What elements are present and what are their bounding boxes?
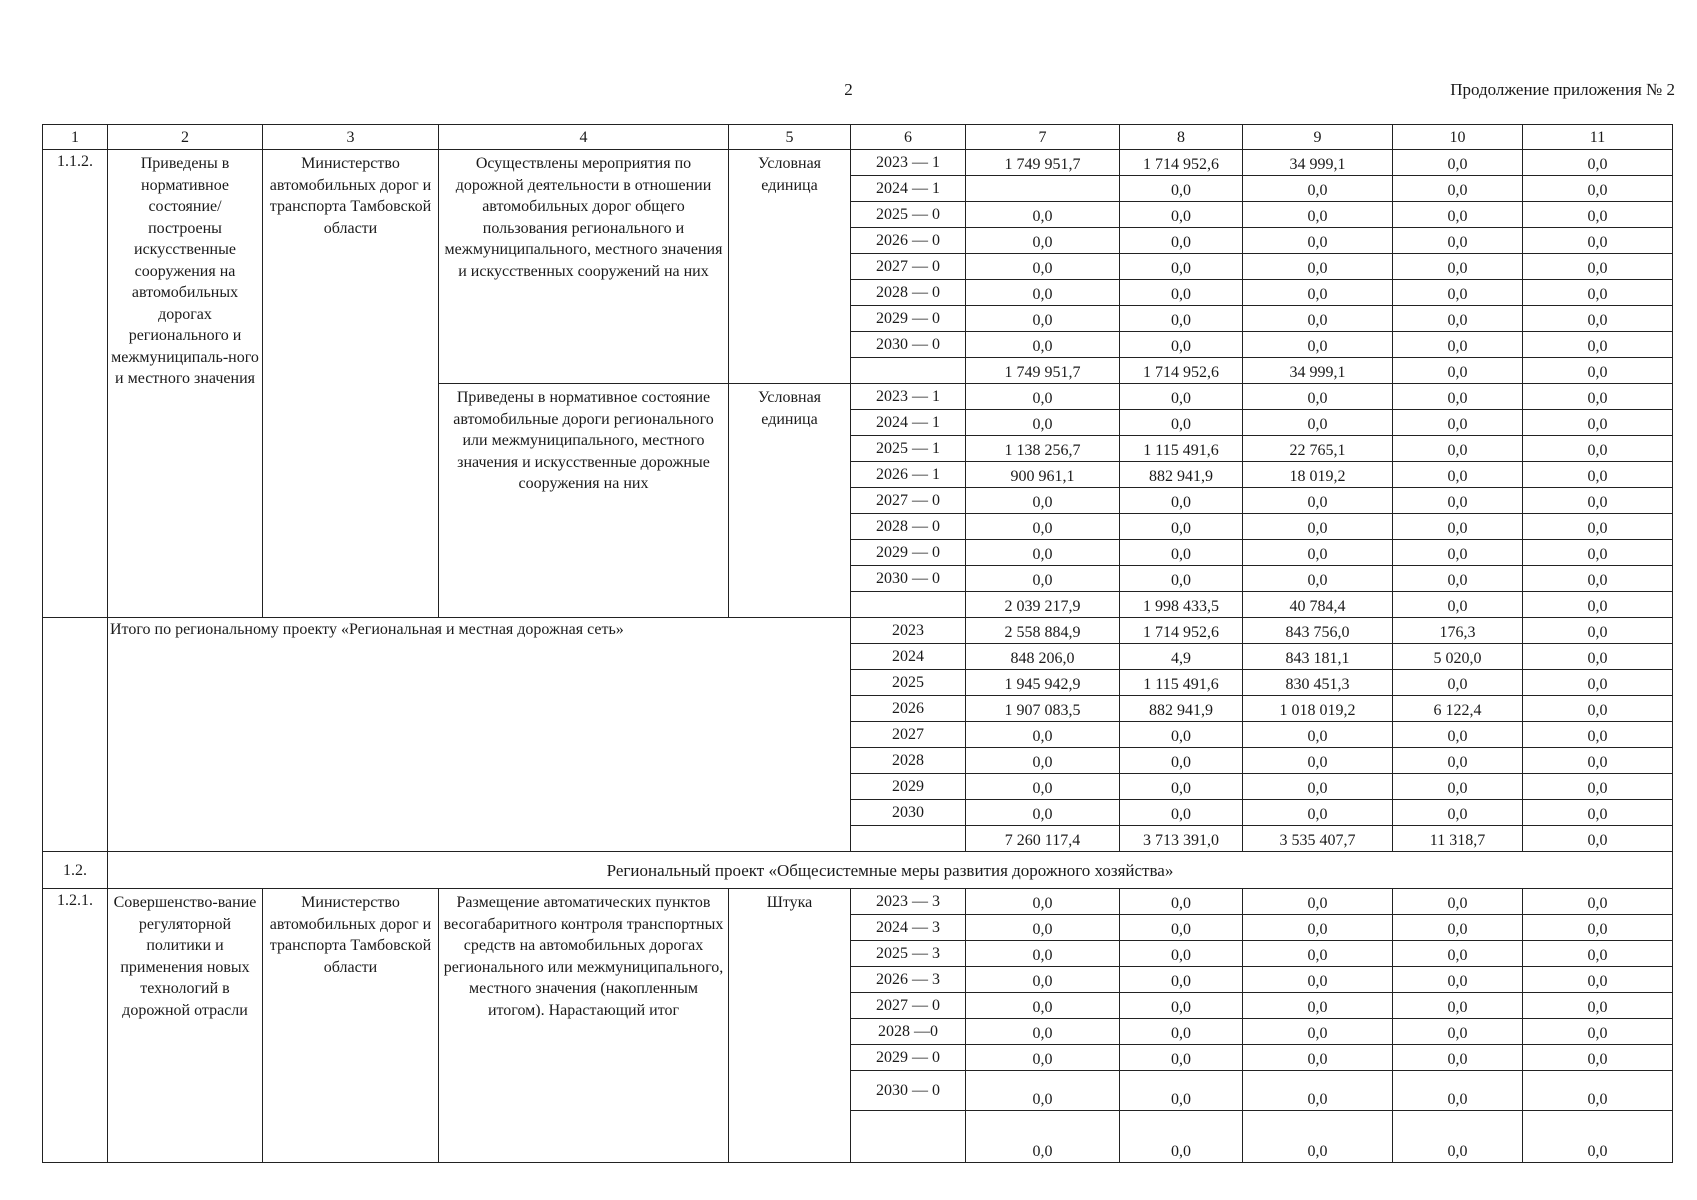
value-cell-c10: 0,0: [1393, 993, 1523, 1019]
value-cell-c10: 0,0: [1393, 410, 1523, 436]
value-cell-c9: 0,0: [1243, 800, 1393, 826]
value-cell-c8: 1 115 491,6: [1120, 670, 1243, 696]
value-cell-c8: 1 115 491,6: [1120, 436, 1243, 462]
value-cell-c11: 0,0: [1523, 384, 1673, 410]
value-cell-c11: 0,0: [1523, 176, 1673, 202]
value-cell-c11: 0,0: [1523, 1071, 1673, 1111]
column-number-row: [43, 125, 1673, 150]
value-cell-c10: 176,3: [1393, 618, 1523, 644]
value-cell-c7: 1 138 256,7: [966, 436, 1120, 462]
value-cell-c11: 0,0: [1523, 696, 1673, 722]
value-cell-c8: 0,0: [1120, 967, 1243, 993]
value-cell-c10: 0,0: [1393, 280, 1523, 306]
value-cell-c7: 0,0: [966, 540, 1120, 566]
event-name-cell: Приведены в нормативное состояние/ построены искусственные сооружения на автомобильных дорогах регионального и межмуниципаль-ного и местного значения: [108, 150, 263, 618]
value-cell-c10: 11 318,7: [1393, 826, 1523, 852]
value-cell-c10: 0,0: [1393, 202, 1523, 228]
year-cell: 2023 — 1: [851, 150, 966, 176]
year-cell: 2025 — 1: [851, 436, 966, 462]
value-cell-c8: 1 714 952,6: [1120, 150, 1243, 176]
value-cell-c8: 0,0: [1120, 1045, 1243, 1071]
indicator-name-cell: Осуществлены мероприятия по дорожной деятельности в отношении автомобильных дорог общего пользования регионального и межмуниципального, местного значения и искусственных сооружений на них: [439, 150, 729, 384]
value-cell-c10: 0,0: [1393, 566, 1523, 592]
year-cell: 2026 — 3: [851, 967, 966, 993]
value-cell-c11: 0,0: [1523, 254, 1673, 280]
value-cell-c7: 0,0: [966, 993, 1120, 1019]
value-cell-c9: 0,0: [1243, 332, 1393, 358]
value-cell-c9: 0,0: [1243, 384, 1393, 410]
value-cell-c8: 0,0: [1120, 800, 1243, 826]
value-cell-c9: 0,0: [1243, 1019, 1393, 1045]
value-cell-c9: 0,0: [1243, 967, 1393, 993]
responsible-cell: Министерство автомобильных дорог и транспорта Тамбовской области: [263, 889, 439, 1163]
value-cell-c11: 0,0: [1523, 566, 1673, 592]
value-cell-c8: 0,0: [1120, 993, 1243, 1019]
column-number: 3: [263, 125, 439, 150]
value-cell-c11: 0,0: [1523, 670, 1673, 696]
year-cell: 2023 — 1: [851, 384, 966, 410]
value-cell-c9: 0,0: [1243, 915, 1393, 941]
value-cell-c8: 0,0: [1120, 280, 1243, 306]
value-cell-c11: 0,0: [1523, 436, 1673, 462]
column-number: 9: [1243, 125, 1393, 150]
year-cell: 2029 — 0: [851, 1045, 966, 1071]
column-number: 7: [966, 125, 1120, 150]
year-cell: [851, 826, 966, 852]
value-cell-c10: 6 122,4: [1393, 696, 1523, 722]
value-cell-c9: 0,0: [1243, 176, 1393, 202]
value-cell-c9: 0,0: [1243, 941, 1393, 967]
value-cell-c7: 0,0: [966, 800, 1120, 826]
value-cell-c7: 0,0: [966, 748, 1120, 774]
value-cell-c10: 0,0: [1393, 967, 1523, 993]
value-cell-c11: 0,0: [1523, 748, 1673, 774]
indicator-name-cell: Размещение автоматических пунктов весогабаритного контроля транспортных средств на автомобильных дорогах регионального или межмуниципального, местного значения (накопленным итогом). Нарастающий итог: [439, 889, 729, 1163]
value-cell-c11: 0,0: [1523, 722, 1673, 748]
column-number: 6: [851, 125, 966, 150]
year-cell: 2027 — 0: [851, 254, 966, 280]
value-cell-c7: [966, 176, 1120, 202]
value-cell-c10: 0,0: [1393, 514, 1523, 540]
value-cell-c7: 0,0: [966, 889, 1120, 915]
value-cell-c11: 0,0: [1523, 358, 1673, 384]
value-cell-c10: 0,0: [1393, 384, 1523, 410]
year-cell: 2026 — 0: [851, 228, 966, 254]
value-cell-c9: 843 181,1: [1243, 644, 1393, 670]
value-cell-c8: 882 941,9: [1120, 462, 1243, 488]
value-cell-c7: 0,0: [966, 306, 1120, 332]
year-cell: [851, 1111, 966, 1163]
value-cell-c9: 0,0: [1243, 254, 1393, 280]
value-cell-c9: 0,0: [1243, 540, 1393, 566]
value-cell-c7: 0,0: [966, 280, 1120, 306]
value-cell-c11: 0,0: [1523, 150, 1673, 176]
value-cell-c9: 18 019,2: [1243, 462, 1393, 488]
value-cell-c9: 1 018 019,2: [1243, 696, 1393, 722]
value-cell-c8: 1 714 952,6: [1120, 358, 1243, 384]
value-cell-c7: 0,0: [966, 967, 1120, 993]
value-cell-c8: 0,0: [1120, 748, 1243, 774]
value-cell-c10: 0,0: [1393, 889, 1523, 915]
value-cell-c9: 40 784,4: [1243, 592, 1393, 618]
value-cell-c10: 0,0: [1393, 332, 1523, 358]
value-cell-c10: 5 020,0: [1393, 644, 1523, 670]
value-cell-c10: 0,0: [1393, 150, 1523, 176]
event-name-cell: Совершенство-вание регуляторной политики и применения новых технологий в дорожной отрасли: [108, 889, 263, 1163]
page-number: 2: [844, 80, 853, 99]
value-cell-c8: 0,0: [1120, 1071, 1243, 1111]
value-cell-c8: 0,0: [1120, 941, 1243, 967]
value-cell-c7: 848 206,0: [966, 644, 1120, 670]
value-cell-c9: 0,0: [1243, 566, 1393, 592]
year-cell: 2024: [851, 644, 966, 670]
value-cell-c10: 0,0: [1393, 592, 1523, 618]
section-id-cell: 1.2.: [43, 852, 108, 889]
year-cell: 2023: [851, 618, 966, 644]
value-cell-c7: 0,0: [966, 941, 1120, 967]
value-cell-c10: 0,0: [1393, 358, 1523, 384]
column-number: 5: [729, 125, 851, 150]
value-cell-c8: 0,0: [1120, 306, 1243, 332]
value-cell-c7: 1 749 951,7: [966, 150, 1120, 176]
value-cell-c11: 0,0: [1523, 462, 1673, 488]
year-cell: 2027 — 0: [851, 488, 966, 514]
value-cell-c8: 0,0: [1120, 889, 1243, 915]
value-cell-c8: 0,0: [1120, 1019, 1243, 1045]
value-cell-c9: 34 999,1: [1243, 150, 1393, 176]
value-cell-c9: 0,0: [1243, 774, 1393, 800]
value-cell-c9: 0,0: [1243, 993, 1393, 1019]
year-cell: 2029 — 0: [851, 540, 966, 566]
value-cell-c8: 1 998 433,5: [1120, 592, 1243, 618]
year-cell: 2024 — 1: [851, 410, 966, 436]
value-cell-c10: 0,0: [1393, 1045, 1523, 1071]
value-cell-c7: 0,0: [966, 514, 1120, 540]
value-cell-c10: 0,0: [1393, 254, 1523, 280]
year-cell: 2028 — 0: [851, 514, 966, 540]
value-cell-c10: 0,0: [1393, 176, 1523, 202]
row-id-cell: 1.2.1.: [43, 889, 108, 1163]
value-cell-c7: 0,0: [966, 566, 1120, 592]
value-cell-c11: 0,0: [1523, 618, 1673, 644]
year-cell: [851, 358, 966, 384]
value-cell-c10: 0,0: [1393, 800, 1523, 826]
value-cell-c8: 882 941,9: [1120, 696, 1243, 722]
value-cell-c8: 0,0: [1120, 722, 1243, 748]
value-cell-c7: 0,0: [966, 254, 1120, 280]
year-cell: 2030 — 0: [851, 566, 966, 592]
value-cell-c9: 830 451,3: [1243, 670, 1393, 696]
value-cell-c11: 0,0: [1523, 202, 1673, 228]
value-cell-c7: 2 558 884,9: [966, 618, 1120, 644]
value-cell-c8: 0,0: [1120, 332, 1243, 358]
value-cell-c11: 0,0: [1523, 774, 1673, 800]
value-cell-c10: 0,0: [1393, 1111, 1523, 1163]
value-cell-c11: 0,0: [1523, 228, 1673, 254]
value-cell-c9: 0,0: [1243, 1111, 1393, 1163]
year-cell: 2025: [851, 670, 966, 696]
value-cell-c8: 4,9: [1120, 644, 1243, 670]
value-cell-c8: 0,0: [1120, 540, 1243, 566]
value-cell-c9: 0,0: [1243, 722, 1393, 748]
value-cell-c11: 0,0: [1523, 644, 1673, 670]
year-cell: 2029 — 0: [851, 306, 966, 332]
value-cell-c10: 0,0: [1393, 774, 1523, 800]
value-cell-c7: 0,0: [966, 1071, 1120, 1111]
value-cell-c10: 0,0: [1393, 941, 1523, 967]
appendix-table: [42, 124, 1673, 1163]
year-cell: 2028 — 0: [851, 280, 966, 306]
value-cell-c8: 0,0: [1120, 915, 1243, 941]
value-cell-c10: 0,0: [1393, 436, 1523, 462]
value-cell-c11: 0,0: [1523, 826, 1673, 852]
value-cell-c9: 34 999,1: [1243, 358, 1393, 384]
value-cell-c7: 7 260 117,4: [966, 826, 1120, 852]
column-number: 11: [1523, 125, 1673, 150]
value-cell-c8: 0,0: [1120, 774, 1243, 800]
value-cell-c11: 0,0: [1523, 592, 1673, 618]
value-cell-c7: 0,0: [966, 1045, 1120, 1071]
value-cell-c9: 0,0: [1243, 306, 1393, 332]
value-cell-c7: 0,0: [966, 202, 1120, 228]
value-cell-c8: 0,0: [1120, 410, 1243, 436]
value-cell-c10: 0,0: [1393, 228, 1523, 254]
column-number: 4: [439, 125, 729, 150]
unit-cell: Штука: [729, 889, 851, 1163]
value-cell-c11: 0,0: [1523, 540, 1673, 566]
value-cell-c7: 0,0: [966, 488, 1120, 514]
year-cell: 2030: [851, 800, 966, 826]
value-cell-c8: 1 714 952,6: [1120, 618, 1243, 644]
value-cell-c9: 22 765,1: [1243, 436, 1393, 462]
value-cell-c7: 0,0: [966, 384, 1120, 410]
table-row: [43, 889, 1673, 915]
value-cell-c11: 0,0: [1523, 332, 1673, 358]
total-id-cell: [43, 618, 108, 852]
year-cell: 2030 — 0: [851, 332, 966, 358]
year-cell: 2028 —0: [851, 1019, 966, 1045]
value-cell-c8: 0,0: [1120, 384, 1243, 410]
value-cell-c10: 0,0: [1393, 722, 1523, 748]
value-cell-c9: 0,0: [1243, 748, 1393, 774]
unit-cell: Условная единица: [729, 150, 851, 384]
year-cell: 2024 — 1: [851, 176, 966, 202]
section-row: [43, 852, 1673, 889]
value-cell-c11: 0,0: [1523, 967, 1673, 993]
value-cell-c7: 0,0: [966, 228, 1120, 254]
section-title-cell: Региональный проект «Общесистемные меры развития дорожного хозяйства»: [108, 852, 1673, 889]
value-cell-c9: 0,0: [1243, 280, 1393, 306]
year-cell: 2025 — 0: [851, 202, 966, 228]
year-cell: 2023 — 3: [851, 889, 966, 915]
value-cell-c9: 0,0: [1243, 1045, 1393, 1071]
value-cell-c9: 3 535 407,7: [1243, 826, 1393, 852]
value-cell-c9: 0,0: [1243, 202, 1393, 228]
value-cell-c7: 1 945 942,9: [966, 670, 1120, 696]
value-cell-c7: 0,0: [966, 1019, 1120, 1045]
value-cell-c10: 0,0: [1393, 670, 1523, 696]
table-body: [43, 125, 1673, 1163]
total-row: [43, 618, 1673, 644]
value-cell-c10: 0,0: [1393, 1071, 1523, 1111]
value-cell-c7: 0,0: [966, 722, 1120, 748]
value-cell-c9: 843 756,0: [1243, 618, 1393, 644]
value-cell-c8: 0,0: [1120, 566, 1243, 592]
value-cell-c7: 0,0: [966, 1111, 1120, 1163]
value-cell-c7: 1 907 083,5: [966, 696, 1120, 722]
value-cell-c11: 0,0: [1523, 915, 1673, 941]
value-cell-c9: 0,0: [1243, 889, 1393, 915]
value-cell-c10: 0,0: [1393, 306, 1523, 332]
year-cell: 2026 — 1: [851, 462, 966, 488]
year-cell: 2028: [851, 748, 966, 774]
value-cell-c8: 0,0: [1120, 514, 1243, 540]
value-cell-c7: 900 961,1: [966, 462, 1120, 488]
value-cell-c11: 0,0: [1523, 800, 1673, 826]
value-cell-c10: 0,0: [1393, 748, 1523, 774]
column-number: 1: [43, 125, 108, 150]
value-cell-c8: 0,0: [1120, 488, 1243, 514]
year-cell: 2024 — 3: [851, 915, 966, 941]
year-cell: [851, 592, 966, 618]
year-cell: 2030 — 0: [851, 1071, 966, 1111]
value-cell-c8: 0,0: [1120, 176, 1243, 202]
value-cell-c8: 0,0: [1120, 202, 1243, 228]
value-cell-c11: 0,0: [1523, 1111, 1673, 1163]
value-cell-c9: 0,0: [1243, 488, 1393, 514]
value-cell-c9: 0,0: [1243, 514, 1393, 540]
value-cell-c11: 0,0: [1523, 306, 1673, 332]
year-cell: 2027: [851, 722, 966, 748]
total-label-cell: Итого по региональному проекту «Региональная и местная дорожная сеть»: [108, 618, 851, 852]
column-number: 8: [1120, 125, 1243, 150]
value-cell-c11: 0,0: [1523, 889, 1673, 915]
value-cell-c11: 0,0: [1523, 1045, 1673, 1071]
table-row: [43, 150, 1673, 176]
indicator-name-cell: Приведены в нормативное состояние автомобильные дороги регионального или межмуниципального, местного значения и искусственные дорожные сооружения на них: [439, 384, 729, 618]
value-cell-c11: 0,0: [1523, 280, 1673, 306]
value-cell-c10: 0,0: [1393, 488, 1523, 514]
value-cell-c8: 0,0: [1120, 254, 1243, 280]
value-cell-c7: 0,0: [966, 774, 1120, 800]
value-cell-c11: 0,0: [1523, 514, 1673, 540]
value-cell-c7: 2 039 217,9: [966, 592, 1120, 618]
value-cell-c8: 0,0: [1120, 1111, 1243, 1163]
value-cell-c11: 0,0: [1523, 941, 1673, 967]
value-cell-c10: 0,0: [1393, 915, 1523, 941]
value-cell-c7: 0,0: [966, 410, 1120, 436]
value-cell-c10: 0,0: [1393, 540, 1523, 566]
value-cell-c7: 0,0: [966, 332, 1120, 358]
value-cell-c10: 0,0: [1393, 462, 1523, 488]
value-cell-c11: 0,0: [1523, 993, 1673, 1019]
value-cell-c11: 0,0: [1523, 1019, 1673, 1045]
value-cell-c7: 0,0: [966, 915, 1120, 941]
year-cell: 2026: [851, 696, 966, 722]
value-cell-c9: 0,0: [1243, 1071, 1393, 1111]
column-number: 2: [108, 125, 263, 150]
value-cell-c11: 0,0: [1523, 410, 1673, 436]
responsible-cell: Министерство автомобильных дорог и транспорта Тамбовской области: [263, 150, 439, 618]
value-cell-c8: 3 713 391,0: [1120, 826, 1243, 852]
value-cell-c7: 1 749 951,7: [966, 358, 1120, 384]
value-cell-c11: 0,0: [1523, 488, 1673, 514]
unit-cell: Условная единица: [729, 384, 851, 618]
value-cell-c9: 0,0: [1243, 228, 1393, 254]
column-number: 10: [1393, 125, 1523, 150]
appendix-note: Продолжение приложения № 2: [1450, 80, 1675, 99]
year-cell: 2025 — 3: [851, 941, 966, 967]
value-cell-c9: 0,0: [1243, 410, 1393, 436]
year-cell: 2029: [851, 774, 966, 800]
year-cell: 2027 — 0: [851, 993, 966, 1019]
value-cell-c8: 0,0: [1120, 228, 1243, 254]
row-id-cell: 1.1.2.: [43, 150, 108, 618]
value-cell-c10: 0,0: [1393, 1019, 1523, 1045]
